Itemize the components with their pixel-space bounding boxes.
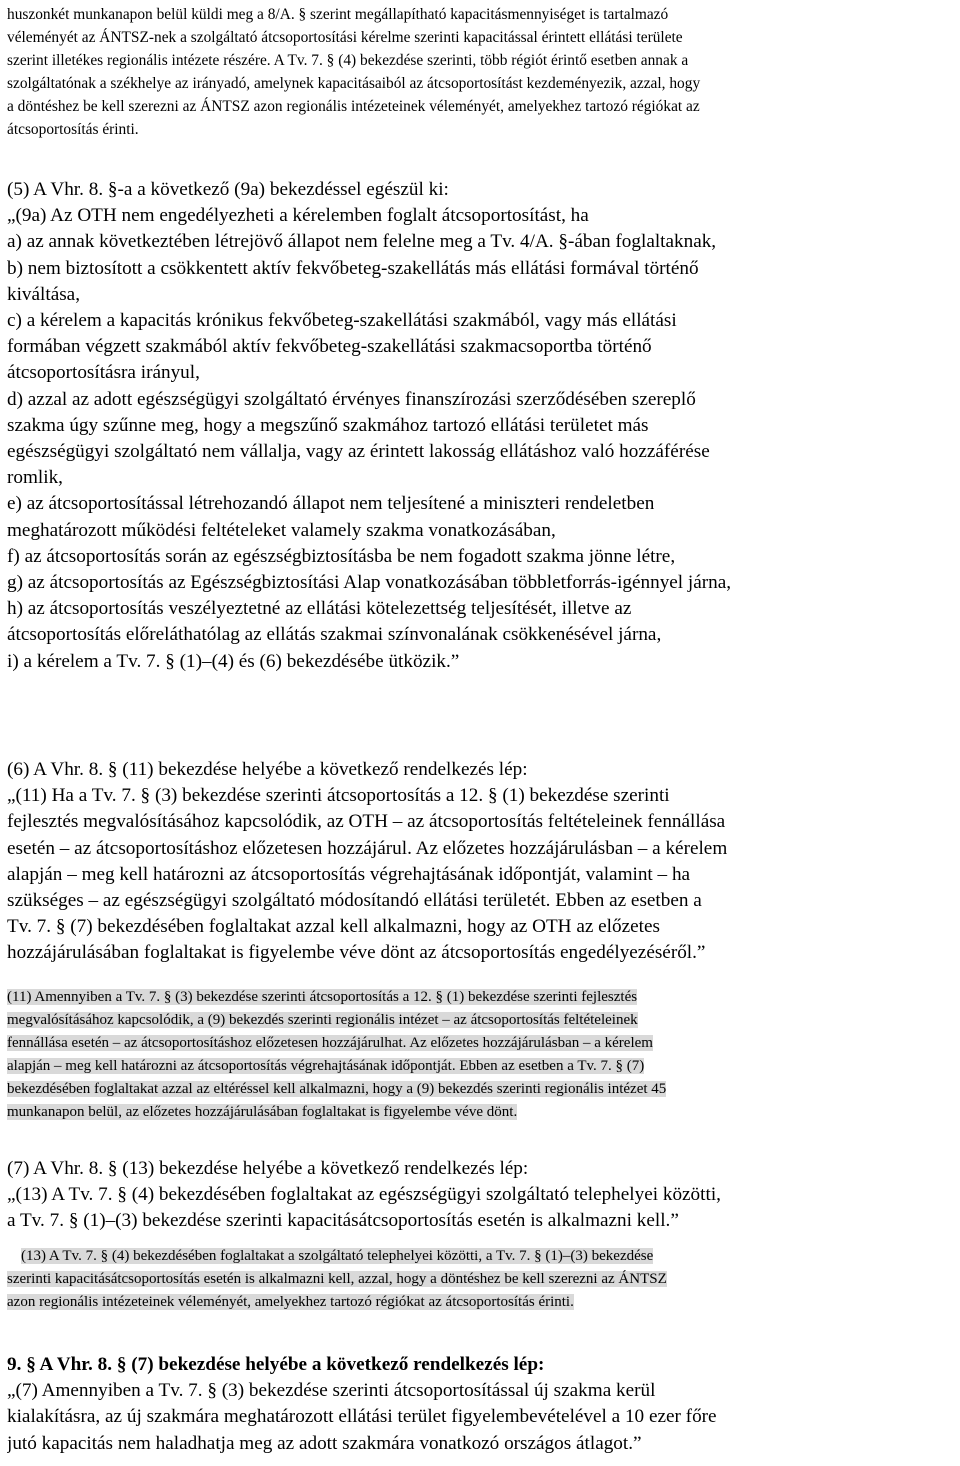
text-line: esetén – az átcsoportosításhoz előzetesen hozzájárul. Az előzetes hozzájárulásban – a kérelem [7,837,728,859]
list-item: h) az átcsoportosítás veszélyeztetné az ellátási kötelezettség teljesítését, illetve az [7,598,632,620]
text-line: „(9a) Az OTH nem engedélyezheti a kérelemben foglalt átcsoportosítást, ha [7,205,589,227]
text-line: jutó kapacitás nem haladhatja meg az adott szakmára vonatkozó országos átlagot.” [7,1432,642,1454]
text-line: szerint illetékes regionális intézete részére. A Tv. 7. § (4) bekezdése szerinti, több régiót érintő esetben annak a [7,52,689,69]
highlighted-text: megvalósításához kapcsolódik, a (9) bekezdés szerinti regionális intézet – az átcsoportosítás feltételeinek [7,1012,638,1028]
text-line: „(7) Amennyiben a Tv. 7. § (3) bekezdése szerinti átcsoportosítással új szakma kerül [7,1380,656,1402]
text-line: hozzájárulásában foglaltakat is figyelembe véve dönt az átcsoportosítás engedélyezéséről.” [7,942,706,964]
text-line: huszonkét munkanapon belül küldi meg a 8/A. § szerint megállapítható kapacitásmennyiséget is tartalmazó [7,6,669,23]
section-5 [7,177,953,675]
text-line: átcsoportosításra irányul, [7,362,200,384]
text-line: szolgáltatónak a székhelye az irányadó, amelynek kapacitásaiból az átcsoportosítást kezdeményezik, azzal, hogy [7,75,701,92]
text-line: formában végzett szakmából aktív fekvőbeteg-szakellátási szakmacsoportba történő [7,336,652,358]
highlighted-text: szerinti kapacitásátcsoportosítás esetén is alkalmazni kell, azzal, hogy a döntéshez be kell szerezni az ÁNTSZ [7,1271,667,1287]
highlighted-text: (13) A Tv. 7. § (4) bekezdésében foglaltakat a szolgáltató telephelyei közötti, a Tv. 7. § (1)–(3) bekezdése [21,1248,654,1264]
text-line: a döntéshez be kell szerezni az ÁNTSZ azon regionális intézeteinek véleményét, amelyekhez tartozó régiókat az [7,98,700,115]
text-line [7,1009,953,1032]
list-item: c) a kérelem a kapacitás krónikus fekvőbeteg-szakellátási szakmából, vagy más ellátási [7,310,677,332]
list-item: e) az átcsoportosítással létrehozandó állapot nem teljesítené a miniszteri rendeletben [7,493,655,515]
text-line [7,1245,953,1268]
text-line [7,1268,953,1291]
text-line: szükséges – az egészségügyi szolgáltató módosítandó ellátási területét. Ebben az esetben a [7,890,702,912]
text-line: kialakításra, az új szakmára meghatározott ellátási terület figyelembevételével a 10 ezer főre [7,1406,717,1428]
section-heading: (7) A Vhr. 8. § (13) bekezdése helyébe a következő rendelkezés lép: [7,1158,529,1179]
text-line: egészségügyi szolgáltató nem vállalja, vagy az érintett lakosság ellátáshoz való hozzáférése [7,441,710,463]
text-line [7,1291,953,1314]
highlighted-text: fennállása esetén – az átcsoportosításhoz előzetesen hozzájárulhat. Az előzetes hozzájárulásban – a kérelem [7,1035,653,1051]
text-line: meghatározott működési feltételeket valamely szakma vonatkozásában, [7,519,556,541]
highlighted-text: azon regionális intézeteinek véleményét, amelyekhez tartozó régiókat az átcsoportosítás érinti. [7,1294,574,1310]
highlighted-old-text-11 [7,986,953,1124]
highlighted-text: munkanapon belül, az előzetes hozzájárulásában foglaltakat is figyelembe véve dönt. [7,1104,518,1120]
list-item: i) a kérelem a Tv. 7. § (1)–(4) és (6) bekezdésébe ütközik.” [7,650,460,672]
section-heading: 9. § A Vhr. 8. § (7) bekezdése helyébe a következő rendelkezés lép: [7,1354,545,1375]
highlighted-text: alapján – meg kell határozni az átcsoportosítás végrehajtásának időpontját. Ebben az esetben a Tv. 7. § (7) [7,1058,645,1074]
text-line [7,1101,953,1124]
text-line: „(13) A Tv. 7. § (4) bekezdésében foglaltakat az egészségügyi szolgáltató telephelyei közötti, [7,1184,721,1206]
highlighted-old-text-13 [7,1245,953,1314]
text-line: alapján – meg kell határozni az átcsoportosítás végrehajtásának időpontját, valamint – ha [7,863,691,885]
section-heading: (5) A Vhr. 8. §-a a következő (9a) bekezdéssel egészül ki: [7,179,449,200]
list-item: a) az annak következtében létrejövő állapot nem felelne meg a Tv. 4/A. §-ában foglaltaknak, [7,231,717,253]
highlighted-text: (11) Amennyiben a Tv. 7. § (3) bekezdése szerinti átcsoportosítás a 12. § (1) bekezdése szerinti fejlesztés [7,989,638,1005]
paragraph-intro [7,3,953,141]
text-line: a Tv. 7. § (1)–(3) bekezdése szerinti kapacitásátcsoportosítás esetén is alkalmazni kell.” [7,1210,679,1232]
section-6 [7,757,953,967]
text-line: szakma úgy szűnne meg, hogy a megszűnő szakmához tartozó ellátási területet más [7,414,649,436]
text-line: átcsoportosítás érinti. [7,121,139,138]
text-line: kiváltása, [7,283,80,305]
section-7 [7,1156,953,1235]
text-line: „(11) Ha a Tv. 7. § (3) bekezdése szerinti átcsoportosítás a 12. § (1) bekezdése szerinti [7,785,670,807]
text-line [7,1032,953,1055]
text-line [7,1055,953,1078]
text-line: véleményét az ÁNTSZ-nek a szolgáltató átcsoportosítási kérelme szerinti kapacitással érintett ellátási területe [7,29,683,46]
list-item: b) nem biztosított a csökkentett aktív fekvőbeteg-szakellátás más ellátási formával történő [7,257,699,279]
list-item: d) azzal az adott egészségügyi szolgáltató érvényes finanszírozási szerződésében szereplő [7,388,696,410]
section-9 [7,1352,953,1457]
text-line [7,986,953,1009]
list-item: g) az átcsoportosítás az Egészségbiztosítási Alap vonatkozásában többletforrás-igénnyel járna, [7,572,732,594]
text-line: romlik, [7,467,63,489]
section-heading: (6) A Vhr. 8. § (11) bekezdése helyébe a következő rendelkezés lép: [7,759,528,780]
list-item: f) az átcsoportosítás során az egészségbiztosításba be nem fogadott szakma jönne létre, [7,545,676,567]
text-line [7,1078,953,1101]
text-line: átcsoportosítás előreláthatólag az ellátás szakmai színvonalának csökkenésével járna, [7,624,662,646]
text-line: fejlesztés megvalósításához kapcsolódik, az OTH – az átcsoportosítás feltételeinek fennállása [7,811,726,833]
text-line: Tv. 7. § (7) bekezdésében foglaltakat azzal kell alkalmazni, hogy az OTH az előzetes [7,916,660,938]
highlighted-text: bekezdésében foglaltakat azzal az eltéréssel kell alkalmazni, hogy a (9) bekezdés szerinti regionális intézet 45 [7,1081,667,1097]
